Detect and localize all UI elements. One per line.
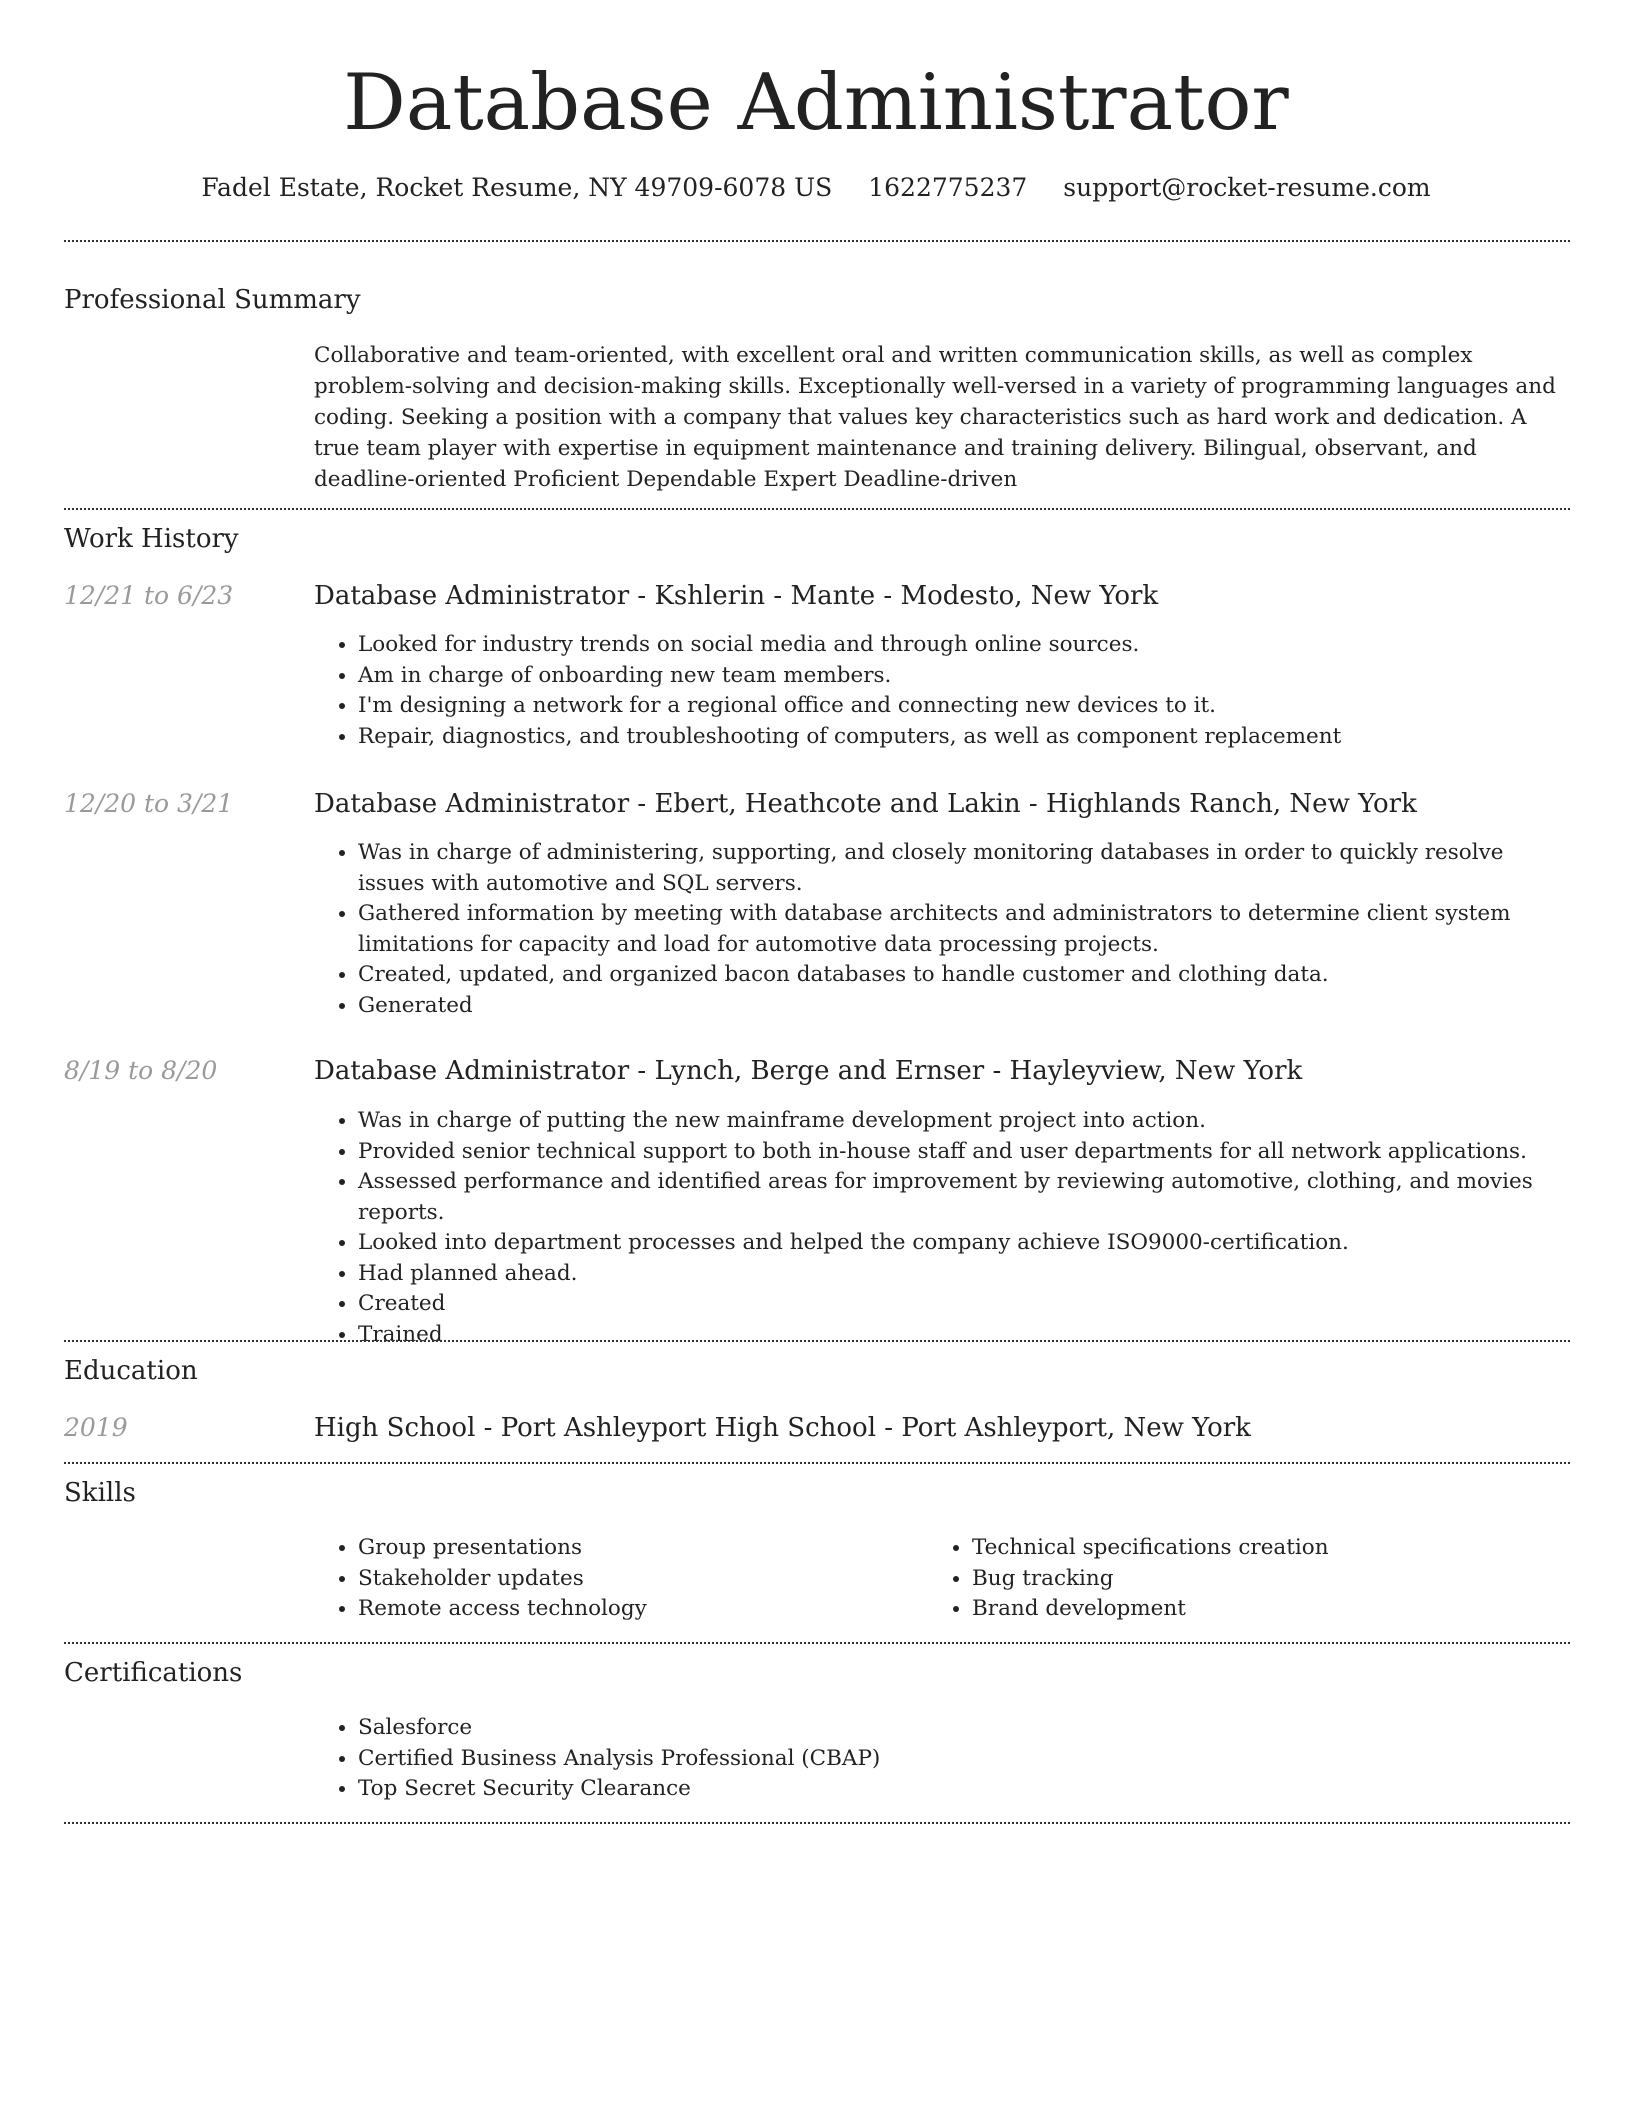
- list-item: • Had planned ahead.: [358, 1259, 1570, 1290]
- contact-phone: 1622775237: [868, 173, 1028, 202]
- list-item: • Trained: [358, 1320, 1570, 1351]
- job-dates: 8/19 to 8/20: [64, 1056, 218, 1085]
- job-title: Database Administrator - Lynch, Berge and Ernser - Hayleyview, New York: [314, 1056, 1303, 1086]
- list-item: • Provided senior technical support to both in-house staff and user departments for all network applications.: [358, 1137, 1570, 1168]
- list-item: • I'm designing a network for a regional office and connecting new devices to it.: [358, 691, 1570, 722]
- list-item: • Stakeholder updates: [358, 1564, 918, 1595]
- job-bullets: [314, 1106, 1570, 1350]
- job-dates: 12/20 to 3/21: [64, 789, 234, 818]
- section-title-education: Education: [64, 1356, 198, 1386]
- skills-list-right: [928, 1533, 1572, 1625]
- list-item: • Assessed performance and identified areas for improvement by reviewing automotive, clothing, and movies reports.: [358, 1167, 1570, 1228]
- job-title: Database Administrator - Kshlerin - Mante - Modesto, New York: [314, 581, 1159, 611]
- list-item: • Group presentations: [358, 1533, 918, 1564]
- job-dates: 12/21 to 6/23: [64, 581, 234, 610]
- list-item: • Looked for industry trends on social media and through online sources.: [358, 630, 1570, 661]
- contact-email: support@rocket-resume.com: [1063, 173, 1431, 202]
- section-title-work: Work History: [64, 524, 239, 554]
- section-divider: [64, 508, 1570, 510]
- section-divider: [64, 1642, 1570, 1644]
- list-item: • Brand development: [972, 1594, 1572, 1625]
- list-item: • Looked into department processes and helped the company achieve ISO9000-certification.: [358, 1228, 1570, 1259]
- contact-address: Fadel Estate, Rocket Resume, NY 49709-6078 US: [201, 173, 833, 202]
- list-item: • Top Secret Security Clearance: [358, 1774, 1570, 1805]
- list-item: • Salesforce: [358, 1713, 1570, 1744]
- list-item: • Bug tracking: [972, 1564, 1572, 1595]
- list-item: • Created, updated, and organized bacon databases to handle customer and clothing data.: [358, 960, 1570, 991]
- list-item: • Repair, diagnostics, and troubleshooting of computers, as well as component replacement: [358, 722, 1570, 753]
- job-bullets: [314, 838, 1570, 1021]
- list-item: • Remote access technology: [358, 1594, 918, 1625]
- certifications-list: [314, 1713, 1570, 1805]
- section-divider: [64, 240, 1570, 242]
- education-entry: High School - Port Ashleyport High School - Port Ashleyport, New York: [314, 1413, 1251, 1443]
- section-divider: [64, 1340, 1570, 1342]
- section-divider: [64, 1462, 1570, 1464]
- skills-list-left: [314, 1533, 918, 1625]
- summary-text: Collaborative and team-oriented, with excellent oral and written communication skills, as well as complex problem-solving and decision-making skills. Exceptionally well-versed in a variety of programming languages and coding. Seeking a position with a company that values key characteristics such as hard work and dedication. A true team player with expertise in equipment maintenance and training delivery. Bilingual, observant, and deadline-oriented Proficient Dependable Expert Deadline-driven: [314, 343, 1556, 492]
- section-divider: [64, 1822, 1570, 1824]
- contact-info: [0, 170, 1632, 206]
- education-year: 2019: [64, 1413, 128, 1442]
- section-title-summary: Professional Summary: [64, 285, 361, 315]
- section-title-certifications: Certifications: [64, 1658, 243, 1688]
- section-title-skills: Skills: [64, 1478, 136, 1508]
- list-item: • Certified Business Analysis Professional (CBAP): [358, 1744, 1570, 1775]
- list-item: • Technical specifications creation: [972, 1533, 1572, 1564]
- list-item: • Was in charge of administering, supporting, and closely monitoring databases in order to quickly resolve issues with automotive and SQL servers.: [358, 838, 1570, 899]
- list-item: • Was in charge of putting the new mainframe development project into action.: [358, 1106, 1570, 1137]
- job-title: Database Administrator - Ebert, Heathcote and Lakin - Highlands Ranch, New York: [314, 789, 1417, 819]
- list-item: • Generated: [358, 991, 1570, 1022]
- job-bullets: [314, 630, 1570, 752]
- resume-name: Database Administrator: [343, 58, 1289, 148]
- list-item: • Created: [358, 1289, 1570, 1320]
- list-item: • Gathered information by meeting with database architects and administrators to determine client system limitations for capacity and load for automotive data processing projects.: [358, 899, 1570, 960]
- list-item: • Am in charge of onboarding new team members.: [358, 661, 1570, 692]
